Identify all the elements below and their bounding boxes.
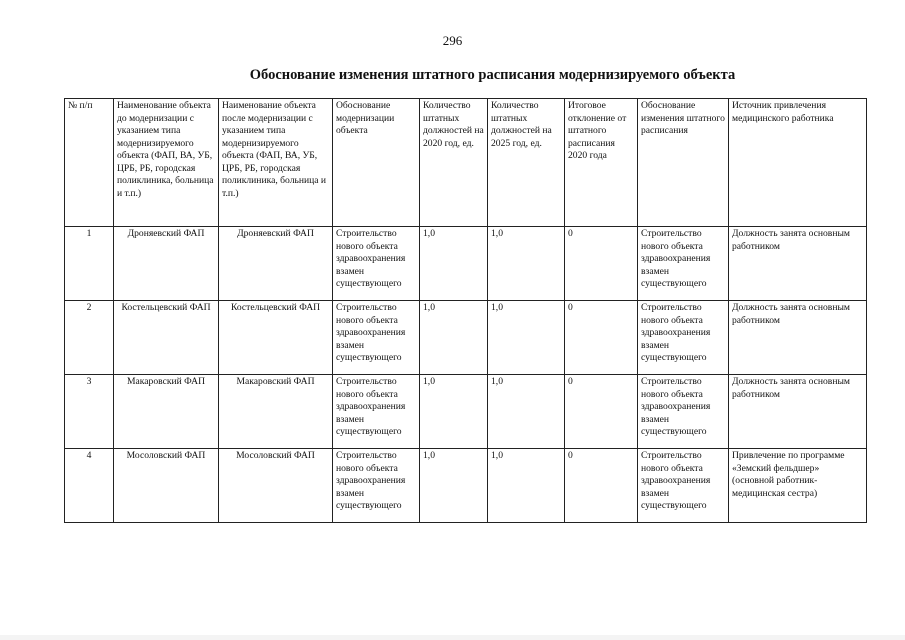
staffing-justification-table [64,98,867,523]
header-positions-2020: Количество штатных должностей на 2020 год, ед. [420,99,488,227]
table-row [65,375,867,449]
row-number: 1 [65,227,114,301]
row-number: 3 [65,375,114,449]
positions-2025: 1,0 [488,227,565,301]
modernization-justification: Строительство нового объекта здравоохранения взамен существующего [333,449,420,523]
total-deviation: 0 [565,449,638,523]
modernization-justification: Строительство нового объекта здравоохранения взамен существующего [333,301,420,375]
positions-2020: 1,0 [420,227,488,301]
header-object-before: Наименование объекта до модернизации с указанием типа модернизируемого объекта (ФАП, ВА, УБ, ЦРБ, РБ, городская поликлиника, больница и т.п.) [114,99,219,227]
positions-2020: 1,0 [420,375,488,449]
modernization-justification: Строительство нового объекта здравоохранения взамен существующего [333,227,420,301]
change-justification: Строительство нового объекта здравоохранения взамен существующего [638,449,729,523]
table-row [65,449,867,523]
staff-source: Должность занята основным работником [729,227,867,301]
object-after: Костельцевский ФАП [219,301,333,375]
change-justification: Строительство нового объекта здравоохранения взамен существующего [638,375,729,449]
staff-source: Привлечение по программе «Земский фельдшер» (основной работник- медицинская сестра) [729,449,867,523]
positions-2025: 1,0 [488,301,565,375]
table-header-row [65,99,867,227]
row-number: 4 [65,449,114,523]
header-positions-2025: Количество штатных должностей на 2025 год, ед. [488,99,565,227]
staff-source: Должность занята основным работником [729,301,867,375]
total-deviation: 0 [565,301,638,375]
header-staff-source: Источник привлечения медицинского работника [729,99,867,227]
object-after: Мосоловский ФАП [219,449,333,523]
object-after: Дроняевский ФАП [219,227,333,301]
object-before: Макаровский ФАП [114,375,219,449]
table-row [65,301,867,375]
change-justification: Строительство нового объекта здравоохранения взамен существующего [638,227,729,301]
page-bottom-edge [0,635,905,640]
object-before: Мосоловский ФАП [114,449,219,523]
header-total-deviation: Итоговое отклонение от штатного расписания 2020 года [565,99,638,227]
header-change-justification: Обоснование изменения штатного расписания [638,99,729,227]
header-number: № п/п [65,99,114,227]
positions-2025: 1,0 [488,449,565,523]
table-row [65,227,867,301]
total-deviation: 0 [565,227,638,301]
object-before: Костельцевский ФАП [114,301,219,375]
change-justification: Строительство нового объекта здравоохранения взамен существующего [638,301,729,375]
header-object-after: Наименование объекта после модернизации с указанием типа модернизируемого объекта (ФАП, ВА, УБ, ЦРБ, РБ, городская поликлиника, больница и т.п.) [219,99,333,227]
row-number: 2 [65,301,114,375]
modernization-justification: Строительство нового объекта здравоохранения взамен существующего [333,375,420,449]
document-title: Обоснование изменения штатного расписания модернизируемого объекта [249,67,736,83]
positions-2020: 1,0 [420,449,488,523]
positions-2025: 1,0 [488,375,565,449]
object-before: Дроняевский ФАП [114,227,219,301]
positions-2020: 1,0 [420,301,488,375]
total-deviation: 0 [565,375,638,449]
object-after: Макаровский ФАП [219,375,333,449]
staff-source: Должность занята основным работником [729,375,867,449]
header-modernization-justification: Обоснование модернизации объекта [333,99,420,227]
page-number: 296 [442,33,463,48]
